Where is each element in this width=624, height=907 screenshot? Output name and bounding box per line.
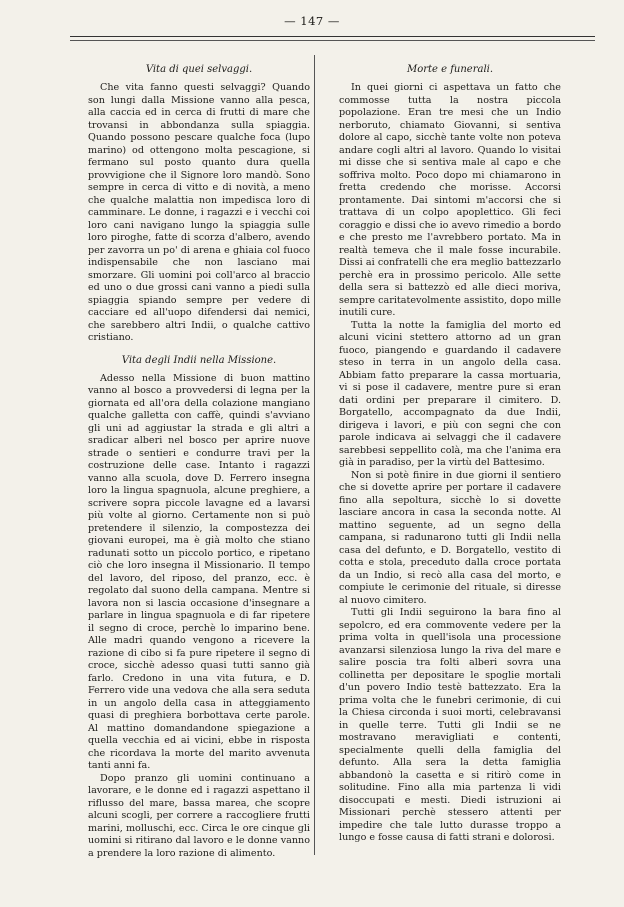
- paragraph: Tutti gli Indii seguirono la bara fino al sepolcro, ed era commovente vedere per la prima volta in quell'isola una processione avanzarsi silenziosa lungo la riva del mare e salire poscia tra folti alberi sovra una collinetta per depositare le spoglie mortali d'un povero Indio testè battezzato. Era la prima volta che le funebri cerimonie, di cui la Chiesa circonda i suoi morti, celebravansi in quelle terre. Tutti gli Indii se ne mostravano meravigliati e contenti, specialmente quelli della famiglia del defunto. Alla sera la detta famiglia abbandonò la casetta e si ritirò come in solitudine. Fino alla mia partenza li vidi disoccupati e mesti. Diedi istruzioni ai Missionari perchè stessero attenti per impedire che tale lutto durasse troppo a lungo e fosse causa di fatti strani e dolorosi.: [339, 607, 561, 843]
- paragraph: Non si potè finire in due giorni il sentiero che si dovette aprire per portare il cadavere fino alla sepoltura, sicchè lo si dovette lasciare ancora in casa la seconda notte. Al mattino seguente, ad un segno della campana, si radunarono tutti gli Indii nella casa del defunto, e D. Borgatello, vestito di cotta e stola, preceduto dalla croce portata da un Indio, si recò alla casa del morto, e compiute le cerimonie del rituale, si diresse al nuovo cimitero.: [339, 469, 561, 606]
- paragraph: Dopo pranzo gli uomini continuano a lavorare, e le donne ed i ragazzi aspettano il riflusso del mare, bassa marea, che scopre alcuni scogli, per correre a raccogliere frutti marini, molluschi, ecc. Circa le ore cinque gli uomini si ritirano dal lavoro e le donne vanno a prendere la loro razione di alimento.: [88, 772, 310, 859]
- right-column: [339, 62, 561, 845]
- page-number: — 147 —: [284, 14, 340, 28]
- paragraph: In quei giorni ci aspettava un fatto che commosse tutta la nostra piccola popolazione. Eran tre mesi che un Indio nerboruto, chiamato Giovanni, si sentiva dolore al capo, sicchè tante volte non poteva andare cogli altri al lavoro. Quando lo visitai mi disse che si sentiva male al capo e che soffriva molto. Poco dopo mi chiamarono in fretta credendo che morisse. Accorsi prontamente. Dai sintomi m'accorsi che si trattava di un colpo apoplettico. Gli feci coraggio e dissi che io avevo rimedio a bordo e che presto me l'avrebbero portato. Ma in realtà temeva che il male fosse incurabile. Dissi ai confratelli che era meglio battezzarlo perchè era in prossimo pericolo. Alle sette della sera si battezzò ed alle dieci moriva, sempre caritatevolmente assistito, dopo mille inutili cure.: [339, 82, 561, 318]
- section-title-vita-selvaggi: Vita di quei selvaggi.: [145, 64, 253, 75]
- paragraph: Adesso nella Missione di buon mattino vanno al bosco a provvedersi di legna per la giornata ed all'ora della colazione mangiano qualche galletta con caffè, quindi s'avviano gli uni ad aggiustar la strada e gli altri a sradicar alberi nel bosco per aprire nuove strade o sentieri e condurre travi per la costruzione delle case. Intanto i ragazzi vanno alla scuola, dove D. Ferrero insegna loro la lingua spagnuola, alcune preghiere, a scrivere sopra piccole lavagne ed a lavarsi più volte al giorno. Certamente non si può pretendere il silenzio, la compostezza dei giovani europei, ma è già molto che stiano radunati sotto un piccolo portico, e ripetano ciò che loro insegna il Missionario. Il tempo del lavoro, del riposo, del pranzo, ecc. è regolato dal suono della campana. Mentre si lavora non si lascia occasione d'insegnare a parlare in lingua spagnuola e di far ripetere il segno di croce, perchè lo imparino bene. Alle madri quando vengono a ricevere la razione di cibo si fa pure ripetere il segno di croce, sicchè adesso quasi tutti sanno già farlo. Credono in una vita futura, e D. Ferrero vide una vedova che alla sera seduta in un angolo della casa in atteggiamento quasi di preghiera borbottava certe parole. Al mattino domandandone spiegazione a quella vecchia ed ai vicini, ebbe in risposta che ricordava la morte del marito avvenuta tanti anni fa.: [88, 372, 310, 771]
- paragraph: Che vita fanno questi selvaggi? Quando son lungi dalla Missione vanno alla pesca, alla caccia ed in cerca di frutti di mare che trovansi in abbondanza sulla spiaggia. Quando possono pescare qualche foca (lupo marino) od ottengono molta pescagione, si fermano sul posto quanto dura quella provvigione che il Signore loro mandò. Sono sempre in cerca di vitto e di novità, a meno che qualche malattia non impedisca loro di camminare. Le donne, i ragazzi e i vecchi coi loro cani navigano lungo la spiaggia sulle loro piroghe, fatte di scorza d'albero, avendo per zavorra un po' di arena e ghiaia col fuoco indispensabile che non lasciano mai smorzare. Gli uomini poi coll'arco al braccio ed uno o due grossi cani vanno a piedi sulla spiaggia spiando sempre per vedere di cacciare ed all'uopo difendersi dai nemici, che sarebbero altri Indii, o qualche cattivo cristiano.: [88, 82, 310, 343]
- paragraph: Tutta la notte la famiglia del morto ed alcuni vicini stettero attorno ad un gran fuoco, piangendo e guardando il cadavere steso in terra in un angolo della casa. Abbiam fatto preparare la cassa mortuaria, vi si pose il cadavere, mentre pure si eran dati ordini per preparare il cimitero. D. Borgatello, accompagnato da due Indii, dirigeva i lavori, e più con segni che con parole indicava ai selvaggi che il cadavere sarebbesi seppellito colà, ma che l'anima era già in paradiso, per la virtù del Battesimo.: [339, 319, 561, 468]
- column-divider: [314, 55, 315, 855]
- header-rule: [70, 36, 595, 37]
- left-column: [88, 62, 310, 860]
- header-rule-thin: [70, 40, 595, 41]
- section-title-vita-missione: Vita degli Indii nella Missione.: [121, 354, 277, 366]
- section-title-morte-funerali: Morte e funerali.: [406, 64, 494, 75]
